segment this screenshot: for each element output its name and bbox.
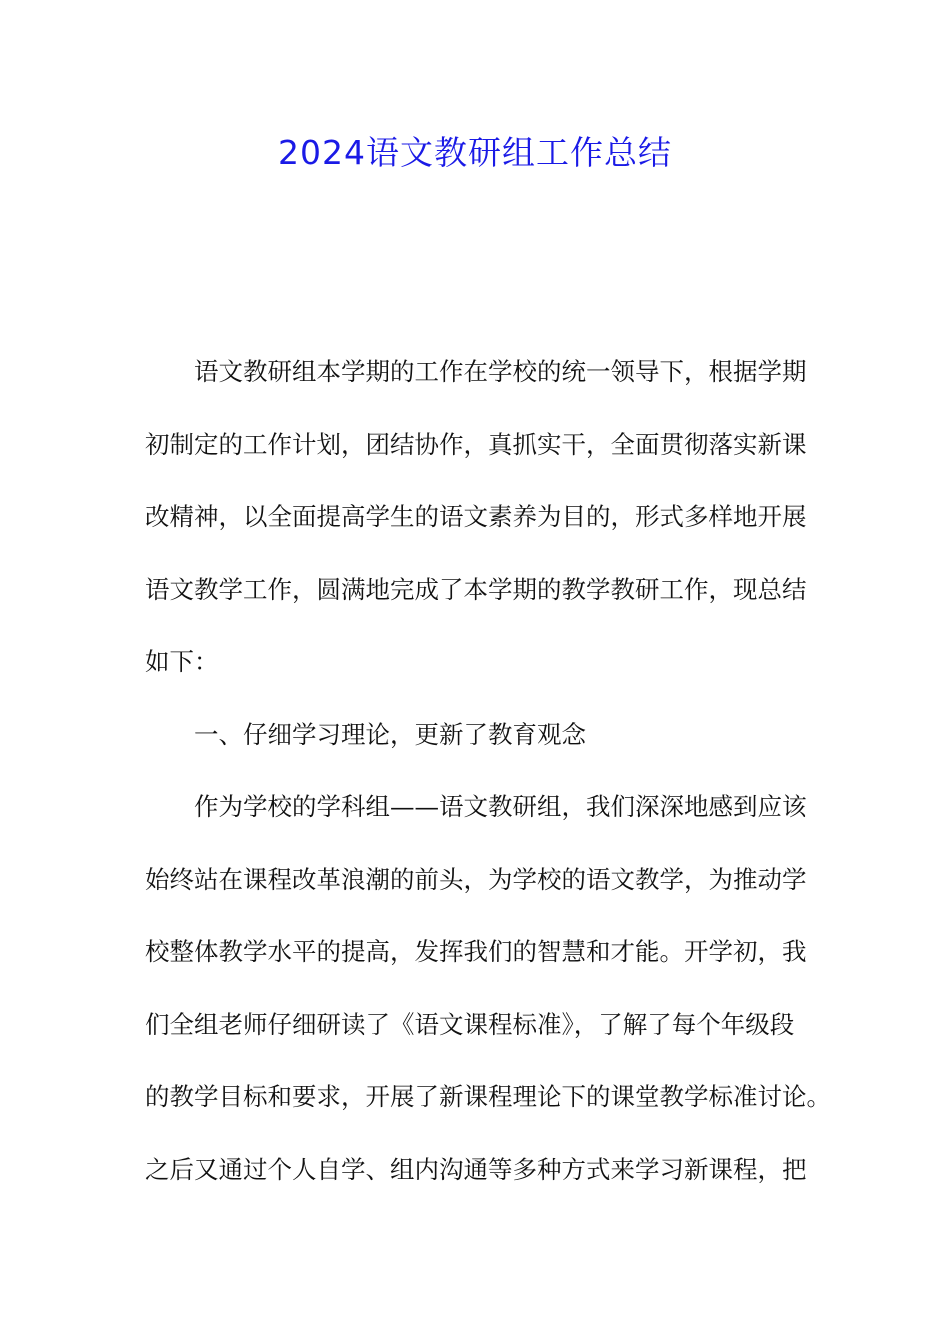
paragraph-line: 如下： [145,647,219,676]
paragraph-line: 初制定的工作计划，团结协作，真抓实干，全面贯彻落实新课 [145,429,807,459]
paragraph-line: 语文教研组本学期的工作在学校的统一领导下，根据学期 [194,357,807,386]
section-heading: 一、仔细学习理论，更新了教育观念 [194,719,586,749]
document-body [145,336,831,1206]
paragraph-line: 作为学校的学科组——语文教研组，我们深深地感到应该 [194,792,807,821]
paragraph-line: 的教学目标和要求，开展了新课程理论下的课堂教学标准讨论。 [145,1082,831,1111]
paragraph-line: 始终站在课程改革浪潮的前头，为学校的语文教学，为推动学 [145,864,807,894]
paragraph-line: 之后又通过个人自学、组内沟通等多种方式来学习新课程，把 [145,1154,807,1184]
paragraph-line: 们全组老师仔细研读了《语文课程标准》，了解了每个年级段 [145,1009,795,1039]
paragraph-line: 改精神，以全面提高学生的语文素养为目的，形式多样地开展 [145,502,807,531]
paragraph-line: 语文教学工作，圆满地完成了本学期的教学教研工作，现总结 [145,574,807,604]
document-title: 2024语文教研组工作总结 [278,133,672,172]
paragraph-line: 校整体教学水平的提高，发挥我们的智慧和才能。开学初，我 [145,937,807,966]
